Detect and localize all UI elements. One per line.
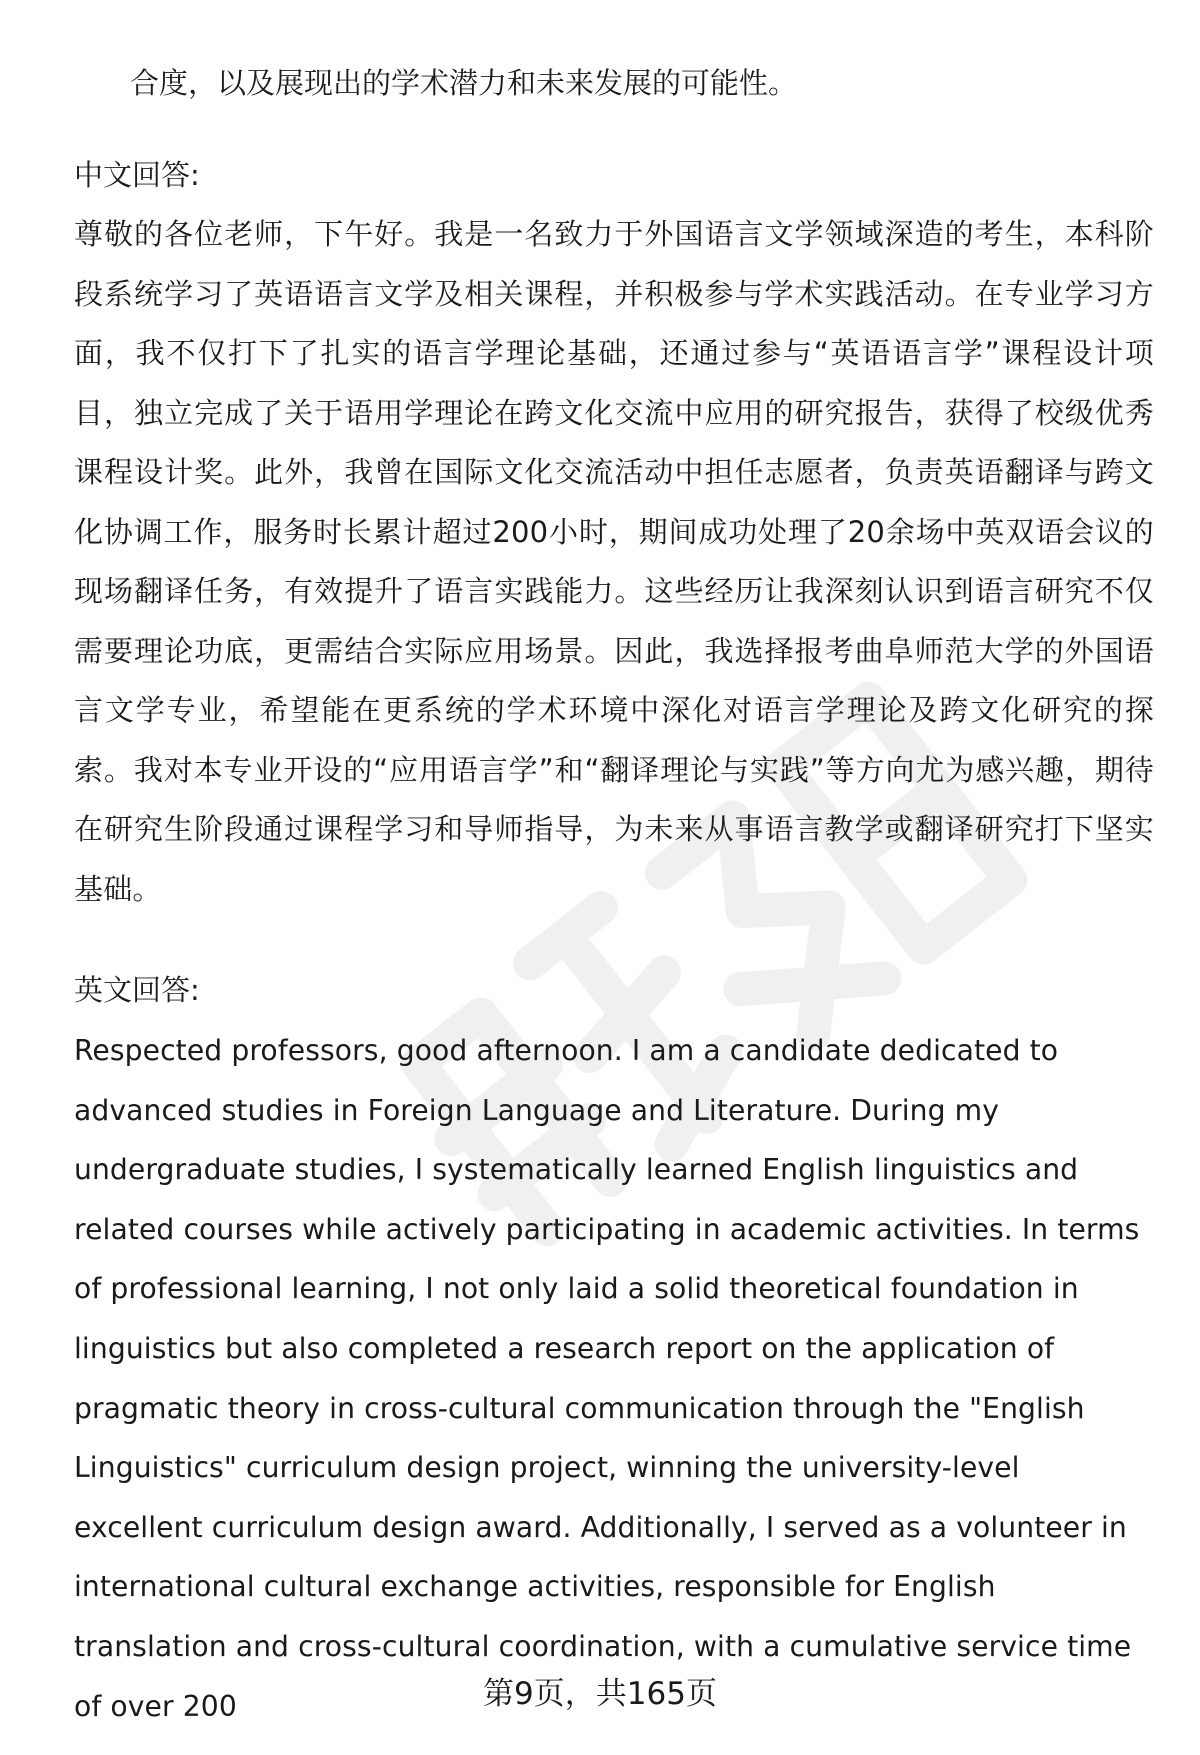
page-number: 第9页，共165页 bbox=[483, 1676, 717, 1712]
page-content bbox=[74, 56, 1154, 1736]
english-answer-paragraph: Respected professors, good afternoon. I am a candidate dedicated to advanced studies in Foreign Language and Literature. During my undergraduate studies, I systematically learned English linguistics and related courses while actively participating in academic activities. In terms of professional learning, I not only laid a solid theoretical foundation in linguistics but also completed a research report on the application of pragmatic theory in cross-cultural communication through the "English Linguistics" curriculum design project, winning the university-level excellent curriculum design award. Additionally, I served as a volunteer in international cultural exchange activities, responsible for English translation and cross-cultural coordination, with a cumulative service time of over 200 bbox=[74, 1034, 1140, 1723]
chinese-answer-label: 中文回答: bbox=[74, 158, 200, 192]
english-answer-label: 英文回答: bbox=[74, 973, 200, 1007]
intro-line: 合度，以及展现出的学术潜力和未来发展的可能性。 bbox=[130, 66, 798, 100]
chinese-answer-paragraph: 尊敬的各位老师，下午好。我是一名致力于外国语言文学领域深造的考生，本科阶段系统学习了英语语言文学及相关课程，并积极参与学术实践活动。在专业学习方面，我不仅打下了扎实的语言学理论基础，还通过参与“英语语言学”课程设计项目，独立完成了关于语用学理论在跨文化交流中应用的研究报告，获得了校级优秀课程设计奖。此外，我曾在国际文化交流活动中担任志愿者，负责英语翻译与跨文化协调工作，服务时长累计超过200小时，期间成功处理了20余场中英双语会议的现场翻译任务，有效提升了语言实践能力。这些经历让我深刻认识到语言研究不仅需要理论功底，更需结合实际应用场景。因此，我选择报考曲阜师范大学的外国语言文学专业，希望能在更系统的学术环境中深化对语言学理论及跨文化研究的探索。我对本专业开设的“应用语言学”和“翻译理论与实践”等方向尤为感兴趣，期待在研究生阶段通过课程学习和导师指导，为未来从事语言教学或翻译研究打下坚实基础。 bbox=[74, 217, 1154, 906]
